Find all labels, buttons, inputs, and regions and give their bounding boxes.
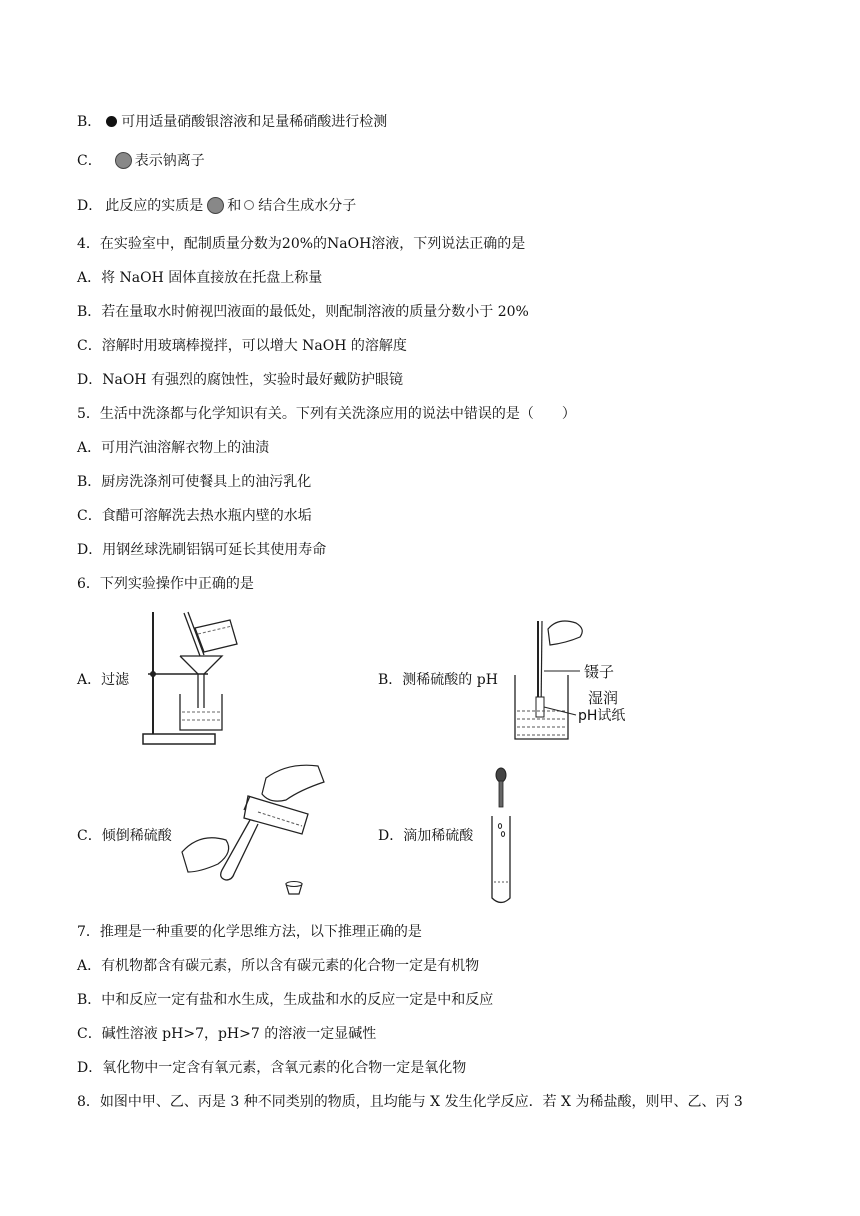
ph-paper-label: pH试纸 [578, 708, 626, 724]
q6-stem: 6．下列实验操作中正确的是 [77, 576, 254, 592]
q6-option-b: B．测稀硫酸的 pH [378, 672, 498, 688]
q5-option-b: B．厨房洗涤剂可使餐具上的油污乳化 [77, 474, 312, 490]
q5-stem: 5．生活中洗涤都与化学知识有关。下列有关洗涤应用的说法中错误的是（ ） [77, 406, 576, 422]
q6-option-c: C．倾倒稀硫酸 [77, 828, 172, 844]
white-ion-icon [244, 200, 254, 210]
black-dot-icon [106, 116, 117, 127]
pouring-figure [178, 760, 328, 900]
q5-option-d: D．用钢丝球洗刷铝锅可延长其使用寿命 [77, 542, 327, 558]
gray-ion-icon [115, 152, 132, 169]
q3-option-c: C． 表示钠离子 [77, 153, 205, 169]
dropping-figure [488, 766, 518, 908]
q5-option-a: A．可用汽油溶解衣物上的油渍 [77, 440, 270, 456]
q7-stem: 7．推理是一种重要的化学思维方法，以下推理正确的是 [77, 924, 422, 940]
q7-option-a: A．有机物都含有碳元素，所以含有碳元素的化合物一定是有机物 [77, 958, 480, 974]
q7-option-b: B．中和反应一定有盐和水生成，生成盐和水的反应一定是中和反应 [77, 992, 494, 1008]
wet-label: 湿润 [588, 689, 619, 707]
q6-option-d: D．滴加稀硫酸 [378, 828, 474, 844]
gray-ion-icon [207, 197, 224, 214]
q4-stem: 4．在实验室中，配制质量分数为20%的NaOH溶液，下列说法正确的是 [77, 236, 526, 252]
q7-option-c: C．碱性溶液 pH>7，pH>7 的溶液一定显碱性 [77, 1026, 377, 1042]
q4-option-c: C．溶解时用玻璃棒搅拌，可以增大 NaOH 的溶解度 [77, 338, 407, 354]
q3-option-d: D． 此反应的实质是 和 结合生成水分子 [77, 198, 357, 214]
tweezers-label: 镊子 [584, 663, 615, 681]
q4-option-b: B．若在量取水时俯视凹液面的最低处，则配制溶液的质量分数小于 20% [77, 304, 529, 320]
q8-stem: 8．如图中甲、乙、丙是 3 种不同类别的物质，且均能与 X 发生化学反应．若 X 为稀盐酸，则甲、乙、丙 3 [77, 1094, 743, 1110]
q7-option-d: D．氧化物中一定含有氧元素，含氧元素的化合物一定是氧化物 [77, 1060, 467, 1076]
q4-option-a: A．将 NaOH 固体直接放在托盘上称量 [77, 270, 323, 286]
q5-option-c: C．食醋可溶解洗去热水瓶内壁的水垢 [77, 508, 312, 524]
q3-option-b: B． 可用适量硝酸银溶液和足量稀硝酸进行检测 [77, 114, 388, 130]
q6-option-a: A．过滤 [77, 672, 130, 688]
filtration-figure [140, 608, 245, 748]
q4-option-d: D．NaOH 有强烈的腐蚀性，实验时最好戴防护眼镜 [77, 372, 403, 388]
